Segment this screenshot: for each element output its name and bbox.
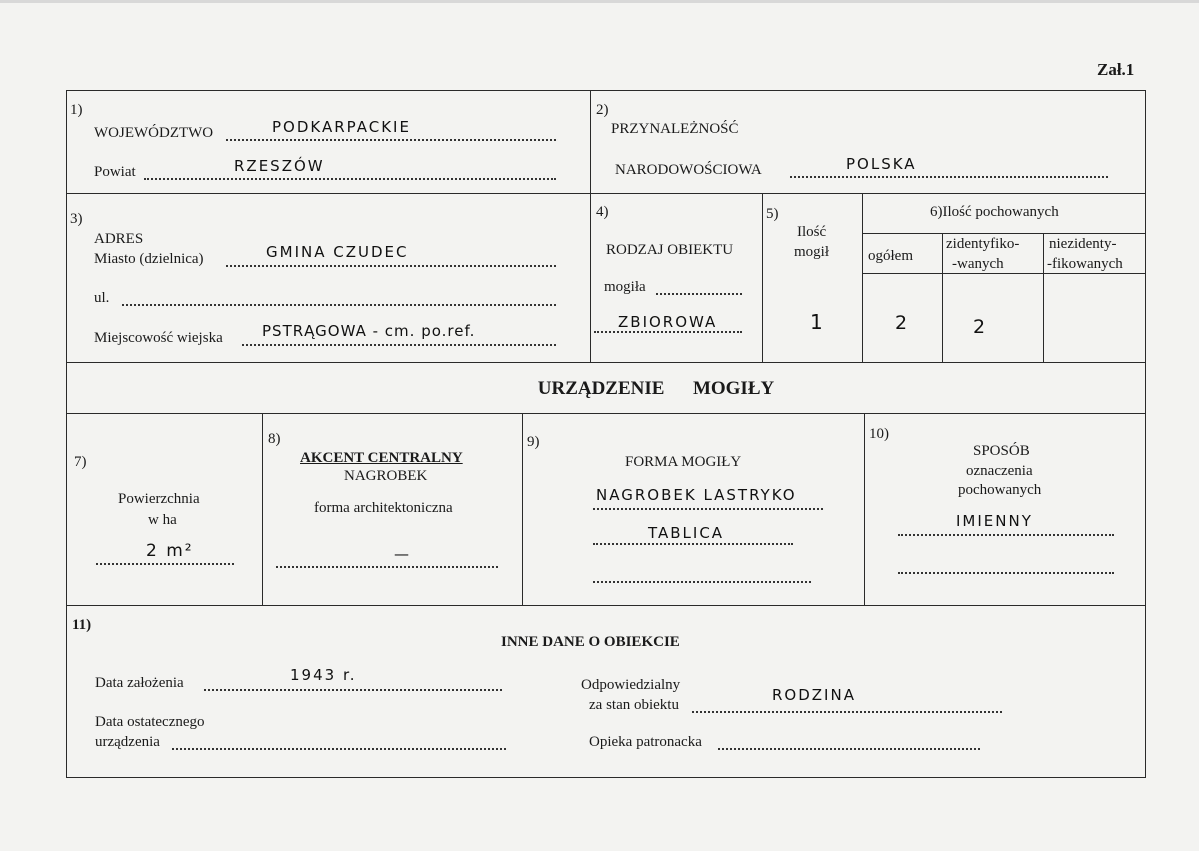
county-value: RZESZÓW (234, 157, 325, 175)
area-dots (96, 563, 234, 565)
founded-dots (204, 689, 502, 691)
nationality-label-1: PRZYNALEŻNOŚĆ (611, 121, 739, 137)
divider (66, 193, 1146, 194)
grave-form-label: FORMA MOGIŁY (625, 454, 742, 470)
marking-label-3: pochowanych (958, 482, 1042, 498)
divider (1043, 233, 1044, 362)
marking-label-1: SPOSÓB (973, 443, 1030, 459)
divider (864, 413, 865, 605)
graves-count-label-1: Ilość (797, 224, 827, 240)
patronage-dots (718, 748, 980, 750)
object-type-dots (594, 331, 742, 333)
section-1-number: 1) (70, 102, 83, 118)
divider (862, 273, 1146, 274)
final-arrangement-dots (172, 748, 506, 750)
grave-sub-dots (656, 293, 742, 295)
county-label: Powiat (94, 164, 136, 180)
responsible-value: RODZINA (772, 686, 856, 704)
grave-form-dots-1 (593, 508, 823, 510)
area-label-1: Powierzchnia (118, 491, 200, 507)
identified-value: 2 (973, 316, 988, 338)
section-5-number: 5) (766, 206, 779, 222)
divider (66, 362, 1146, 363)
section-4-number: 4) (596, 204, 609, 220)
section-9-number: 9) (527, 434, 540, 450)
divider (862, 193, 863, 362)
patronage-label: Opieka patronacka (589, 734, 702, 750)
architectural-form-value: — (394, 545, 411, 563)
nationality-dots (790, 176, 1108, 178)
grave-form-value-2: TABLICA (648, 524, 725, 542)
identified-label-2: -wanych (952, 256, 1004, 272)
total-label: ogółem (868, 248, 913, 264)
grave-form-value-1: NAGROBEK LASTRYKO (596, 486, 797, 504)
marking-label-2: oznaczenia (966, 463, 1033, 479)
divider (522, 413, 523, 605)
street-dots (122, 304, 556, 306)
section-11-number: 11) (72, 617, 92, 633)
identified-label-1: zidentyfiko- (946, 236, 1020, 252)
village-dots (242, 344, 556, 346)
object-type-value: ZBIOROWA (618, 313, 718, 331)
responsible-label-1: Odpowiedzialny (581, 677, 681, 693)
divider (262, 413, 263, 605)
final-arrangement-label-1: Data ostatecznego (95, 714, 205, 730)
village-value: PSTRĄGOWA - cm. po.ref. (262, 322, 476, 340)
final-arrangement-label-2: urządzenia (95, 734, 160, 750)
architectural-form-label: forma architektoniczna (314, 500, 453, 516)
section-2-number: 2) (596, 102, 609, 118)
unidentified-label-1: niezidenty- (1049, 236, 1117, 252)
area-label-2: w ha (148, 512, 177, 528)
grave-form-dots-3 (593, 581, 811, 583)
total-value: 2 (895, 312, 910, 334)
nationality-value: POLSKA (846, 155, 917, 173)
address-label: ADRES (94, 231, 144, 247)
city-dots (226, 265, 556, 267)
grave-sublabel: mogiła (604, 279, 646, 295)
divider (66, 413, 1146, 414)
graves-count-value: 1 (810, 310, 825, 334)
graves-count-label-2: mogił (794, 244, 830, 260)
marking-value: IMIENNY (956, 512, 1033, 530)
section-3-number: 3) (70, 211, 83, 227)
street-label: ul. (94, 290, 110, 306)
tombstone-label: NAGROBEK (344, 468, 428, 484)
other-data-heading: INNE DANE O OBIEKCIE (501, 634, 680, 650)
voivodeship-value: PODKARPACKIE (272, 118, 411, 136)
founded-label: Data założenia (95, 675, 184, 691)
grave-form-dots-2 (593, 543, 793, 545)
object-type-label: RODZAJ OBIEKTU (606, 242, 734, 258)
responsible-dots (692, 711, 1002, 713)
responsible-label-2: za stan obiektu (589, 697, 679, 713)
founded-value: 1943 r. (290, 666, 357, 684)
voivodeship-label: WOJEWÓDZTWO (94, 125, 214, 141)
attachment-label: Zał.1 (1097, 60, 1135, 79)
divider (590, 90, 591, 362)
architectural-form-dots (276, 566, 498, 568)
county-dots (144, 178, 556, 180)
marking-dots-1 (898, 534, 1114, 536)
section-10-number: 10) (869, 426, 889, 442)
area-value: 2 m² (146, 541, 194, 561)
unidentified-label-2: -fikowanych (1047, 256, 1123, 272)
central-accent-heading: AKCENT CENTRALNY (300, 450, 463, 466)
city-label: Miasto (dzielnica) (94, 251, 204, 267)
section-title: URZĄDZENIE MOGIŁY (537, 378, 775, 399)
village-label: Miejscowość wiejska (94, 330, 223, 346)
marking-dots-2 (898, 572, 1114, 574)
divider (862, 233, 1146, 234)
divider (942, 233, 943, 362)
section-7-number: 7) (74, 454, 87, 470)
scan-edge (0, 0, 1199, 3)
buried-count-label: 6)Ilość pochowanych (930, 204, 1059, 220)
divider (762, 193, 763, 362)
section-8-number: 8) (268, 431, 281, 447)
city-value: GMINA CZUDEC (266, 243, 409, 261)
voivodeship-dots (226, 139, 556, 141)
nationality-label-2: NARODOWOŚCIOWA (615, 162, 762, 178)
divider (66, 605, 1146, 606)
